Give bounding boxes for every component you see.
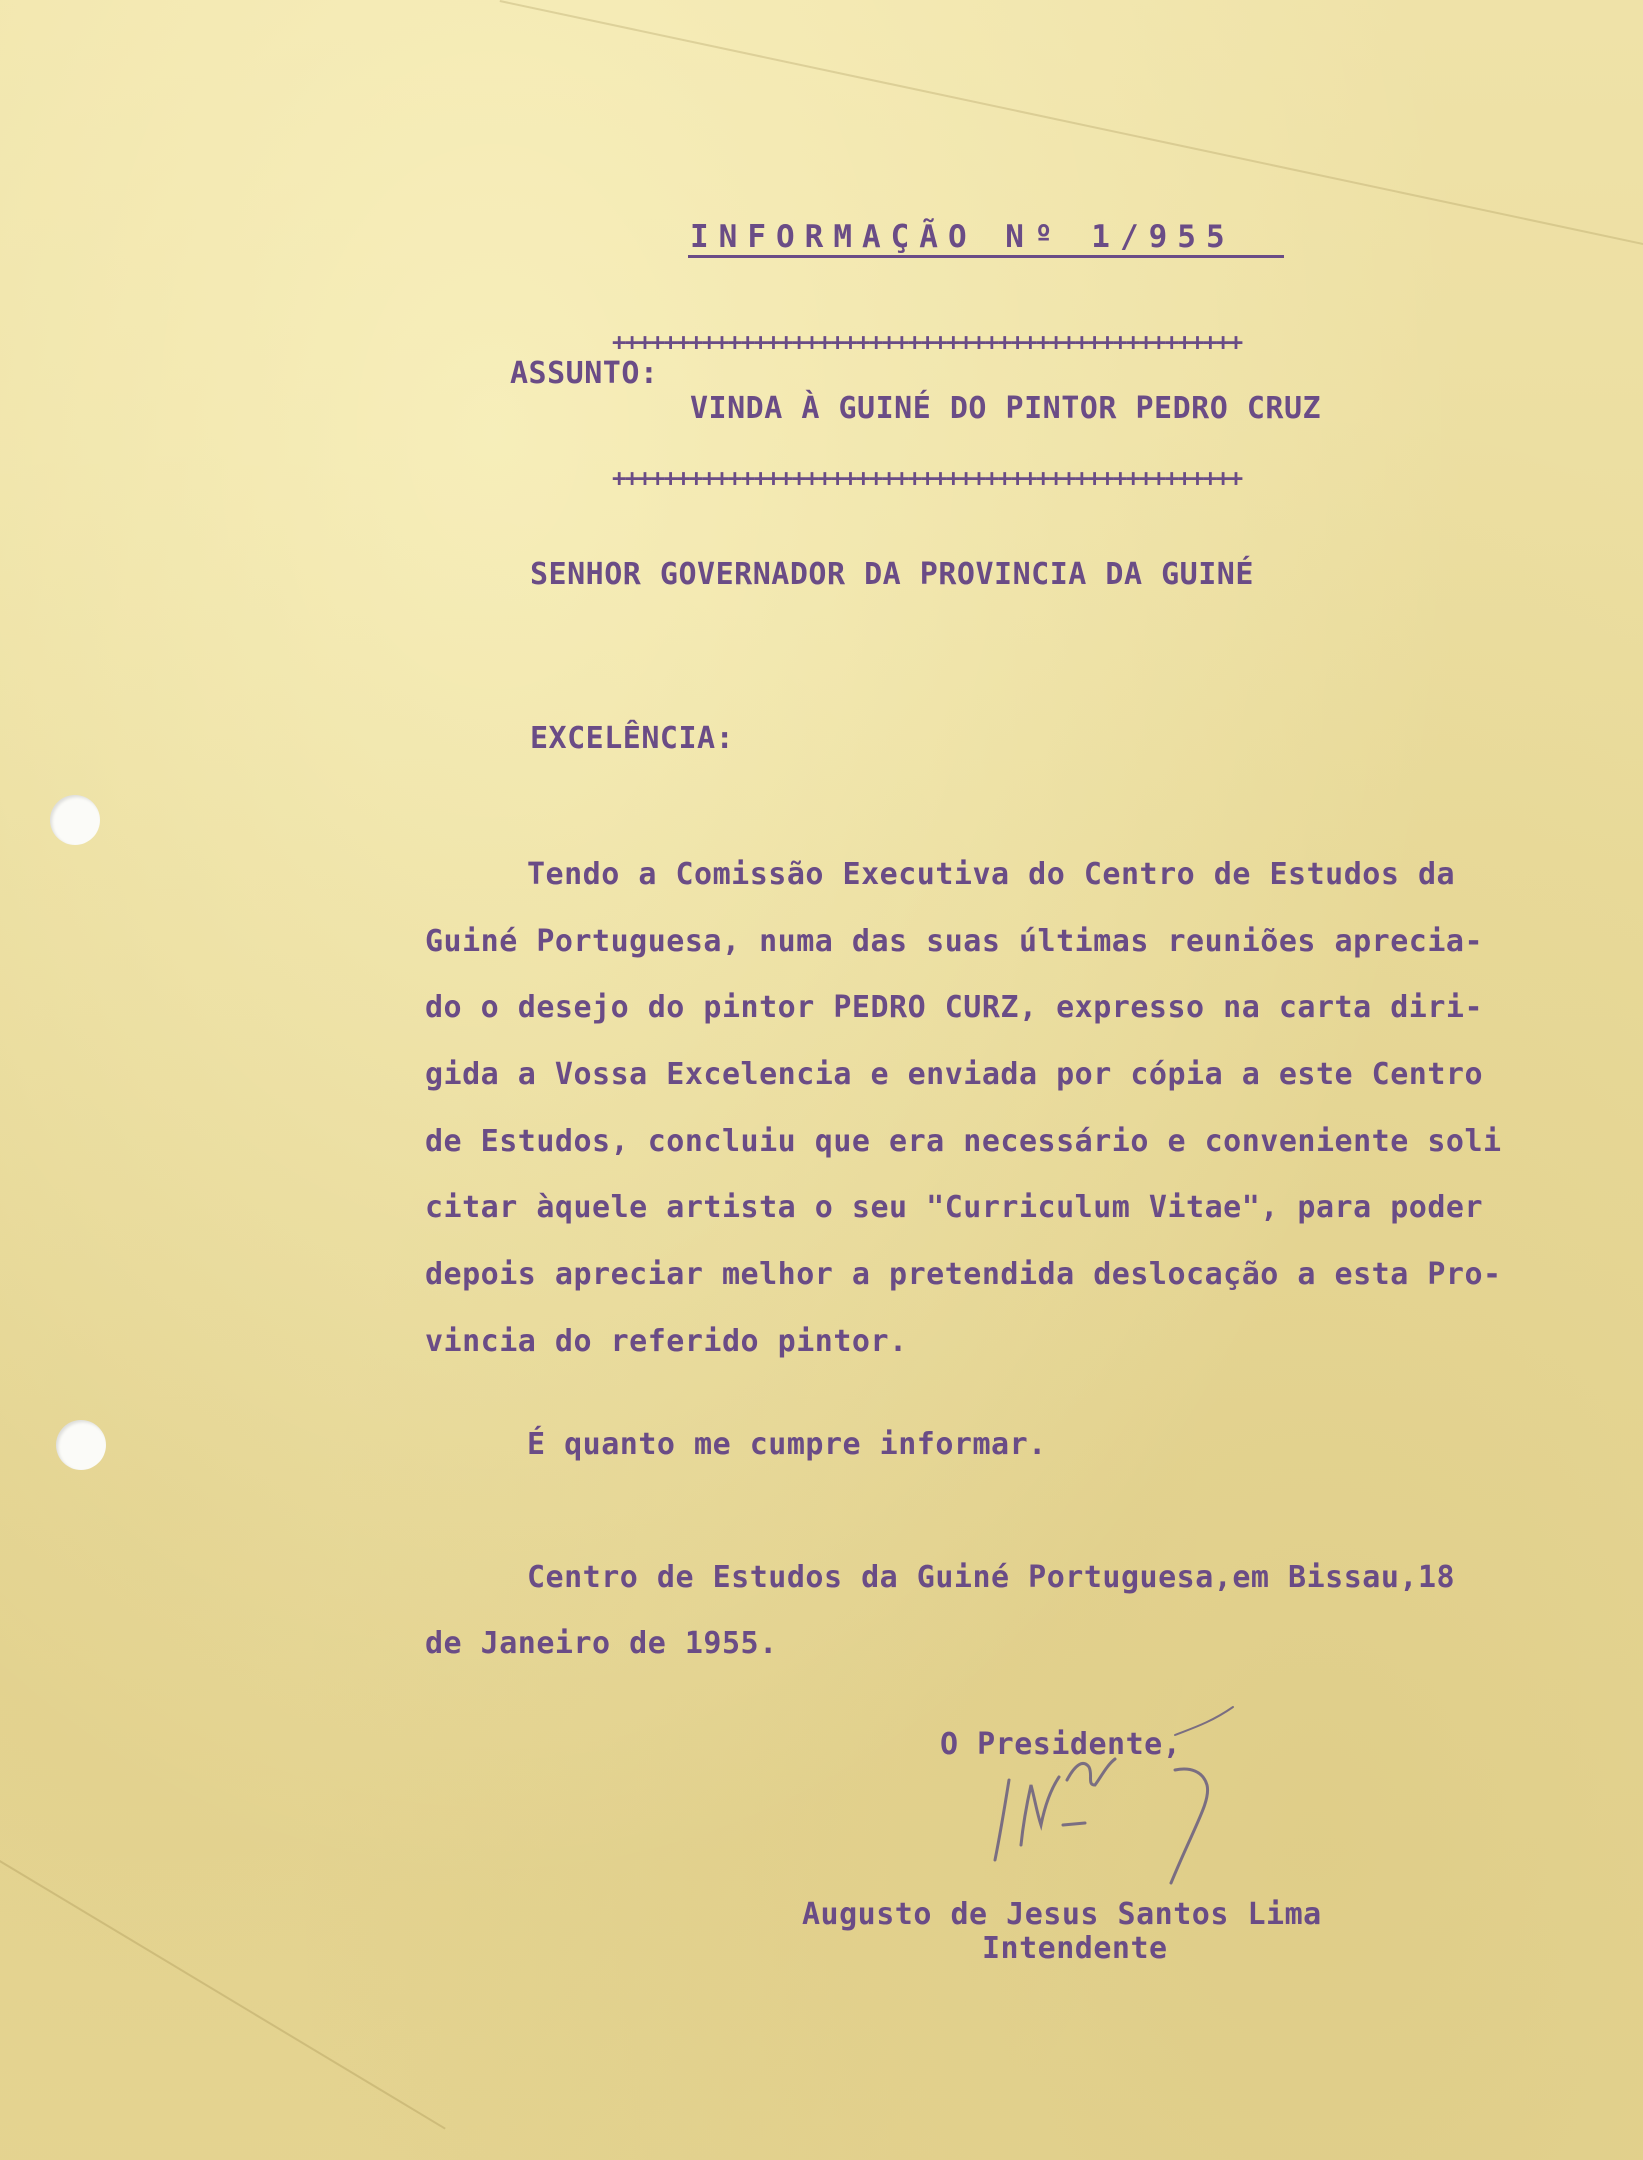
body-line: de Estudos, concluiu que era necessário e conveniente soli <box>425 1124 1502 1159</box>
body-line: depois apreciar melhor a pretendida deslocação a esta Pro- <box>425 1257 1502 1292</box>
addressee-line: SENHOR GOVERNADOR DA PROVINCIA DA GUINÉ <box>530 557 1254 592</box>
salutation: EXCELÊNCIA: <box>530 721 735 756</box>
separator-plus-bottom: +++++++++++++++++++++++++++++++++++++++++++++++++ <box>612 464 1242 492</box>
paper-fold-crease-bottom <box>0 1860 446 2130</box>
signatory-name: Augusto de Jesus Santos Lima <box>802 1897 1322 1932</box>
document-title: INFORMAÇÃO Nº 1/955 <box>690 219 1235 255</box>
body-line: gida a Vossa Excelencia e enviada por cópia a este Centro <box>425 1057 1484 1092</box>
place-date-line-1: Centro de Estudos da Guiné Portuguesa,em Bissau,18 <box>527 1560 1456 1595</box>
body-line: Guiné Portuguesa, numa das suas últimas reuniões aprecia- <box>425 924 1484 959</box>
punch-hole-lower <box>56 1420 106 1470</box>
place-date-line-2: de Janeiro de 1955. <box>425 1626 778 1661</box>
president-label: O Presidente, <box>940 1727 1182 1762</box>
assunto-label: ASSUNTO: <box>510 356 659 391</box>
assunto-text: VINDA À GUINÉ DO PINTOR PEDRO CRUZ <box>690 391 1322 426</box>
body-line: citar àquele artista o seu "Curriculum Vitae", para poder <box>425 1190 1484 1225</box>
handwritten-signature <box>975 1685 1295 1905</box>
body-line: vincia do referido pintor. <box>425 1324 908 1359</box>
body-line: Tendo a Comissão Executiva do Centro de Estudos da <box>527 857 1456 892</box>
punch-hole-upper <box>50 795 100 845</box>
signatory-role: Intendente <box>982 1931 1168 1966</box>
separator-plus-top: +++++++++++++++++++++++++++++++++++++++++++++++++ <box>612 328 1242 356</box>
closing-sentence: É quanto me cumpre informar. <box>527 1427 1047 1462</box>
body-line: do o desejo do pintor PEDRO CURZ, expresso na carta diri- <box>425 990 1484 1025</box>
title-underline <box>688 255 1284 258</box>
